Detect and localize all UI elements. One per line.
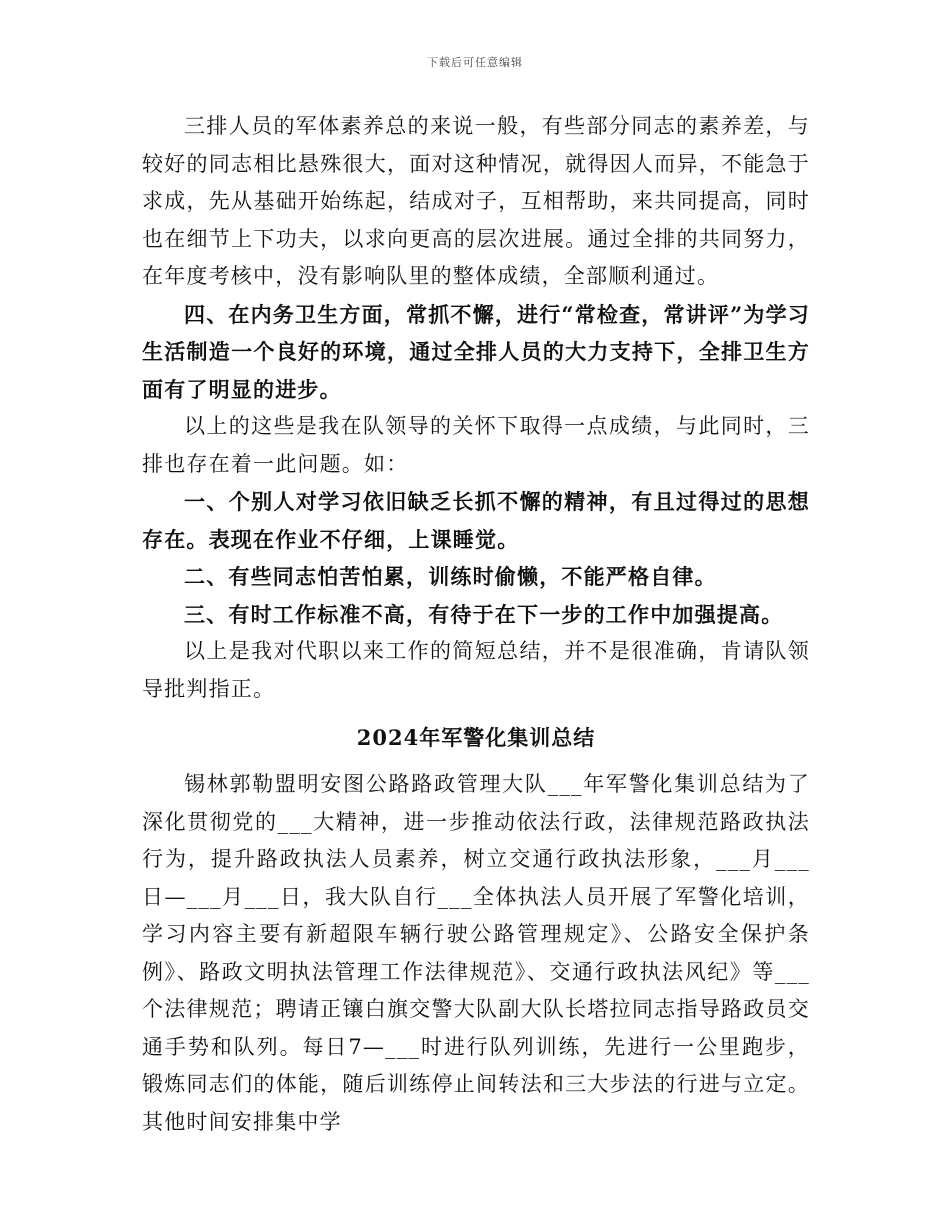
section-title: 2024年军警化集训总结 (356, 725, 596, 750)
paragraph-problem-3: 三、有时工作标准不高，有待于在下一步的工作中加强提高。 (184, 601, 784, 627)
paragraph-physical-training: 三排人员的军体素养总的来说一般，有些部分同志的素养差，与较好的同志相比悬殊很大，面对这种情况，就得因人而异，不能急于求成，先从基础开始练起，结成对子，互相帮助，来共同提高，同时也在细节上下功夫，以求向更高的层次进展。通过全排的共同努力，在年度考核中，没有影响队里的整体成绩，全部顺利通过。 (142, 114, 810, 288)
paragraph-problem-2: 二、有些同志怕苦怕累，训练时偷懒，不能严格自律。 (184, 564, 717, 589)
paragraph-problem-1: 一、个别人对学习依旧缺乏长抓不懈的精神，有且过得过的思想存在。表现在作业不仔细，上课睡觉。 (142, 489, 810, 552)
paragraph-conclusion: 以上是我对代职以来工作的简短总结，并不是很准确，肯请队领导批判指正。 (142, 639, 810, 701)
paragraph-hygiene: 四、在内务卫生方面，常抓不懈，进行“常检查，常讲评”为学习生活制造一个良好的环境，通过全排人员的大力支持下，全排卫生方面有了明显的进步。 (142, 301, 810, 402)
document-body (142, 108, 810, 1141)
paragraph-problems-intro: 以上的这些是我在队领导的关怀下取得一点成绩，与此同时，三排也存在着一此问题。如： (142, 414, 810, 476)
paragraph-training-summary: 锡林郭勒盟明安图公路路政管理大队___年军警化集训总结为了深化贯彻党的___大精神，进一步推动依法行政，法律规范路政执法行为，提升路政执法人员素养，树立交通行政执法形象，___月___日—___月___日，我大队自行___全体执法人员开展了军警化培训，学习内容主要有新超限车辆行驶公路管理规定》、公路安全保护条例》、路政文明执法管理工作法律规范》、交通行政执法风纪》等___个法律规范；聘请正镶白旗交警大队副大队长塔拉同志指导路政员交通手势和队列。每日7—___时进行队列训练，先进行一公里跑步，锻炼同志们的体能，随后训练停止间转法和三大步法的行进与立定。其他时间安排集中学 (142, 772, 810, 1134)
header-note: 下载后可任意编辑 (427, 56, 523, 69)
